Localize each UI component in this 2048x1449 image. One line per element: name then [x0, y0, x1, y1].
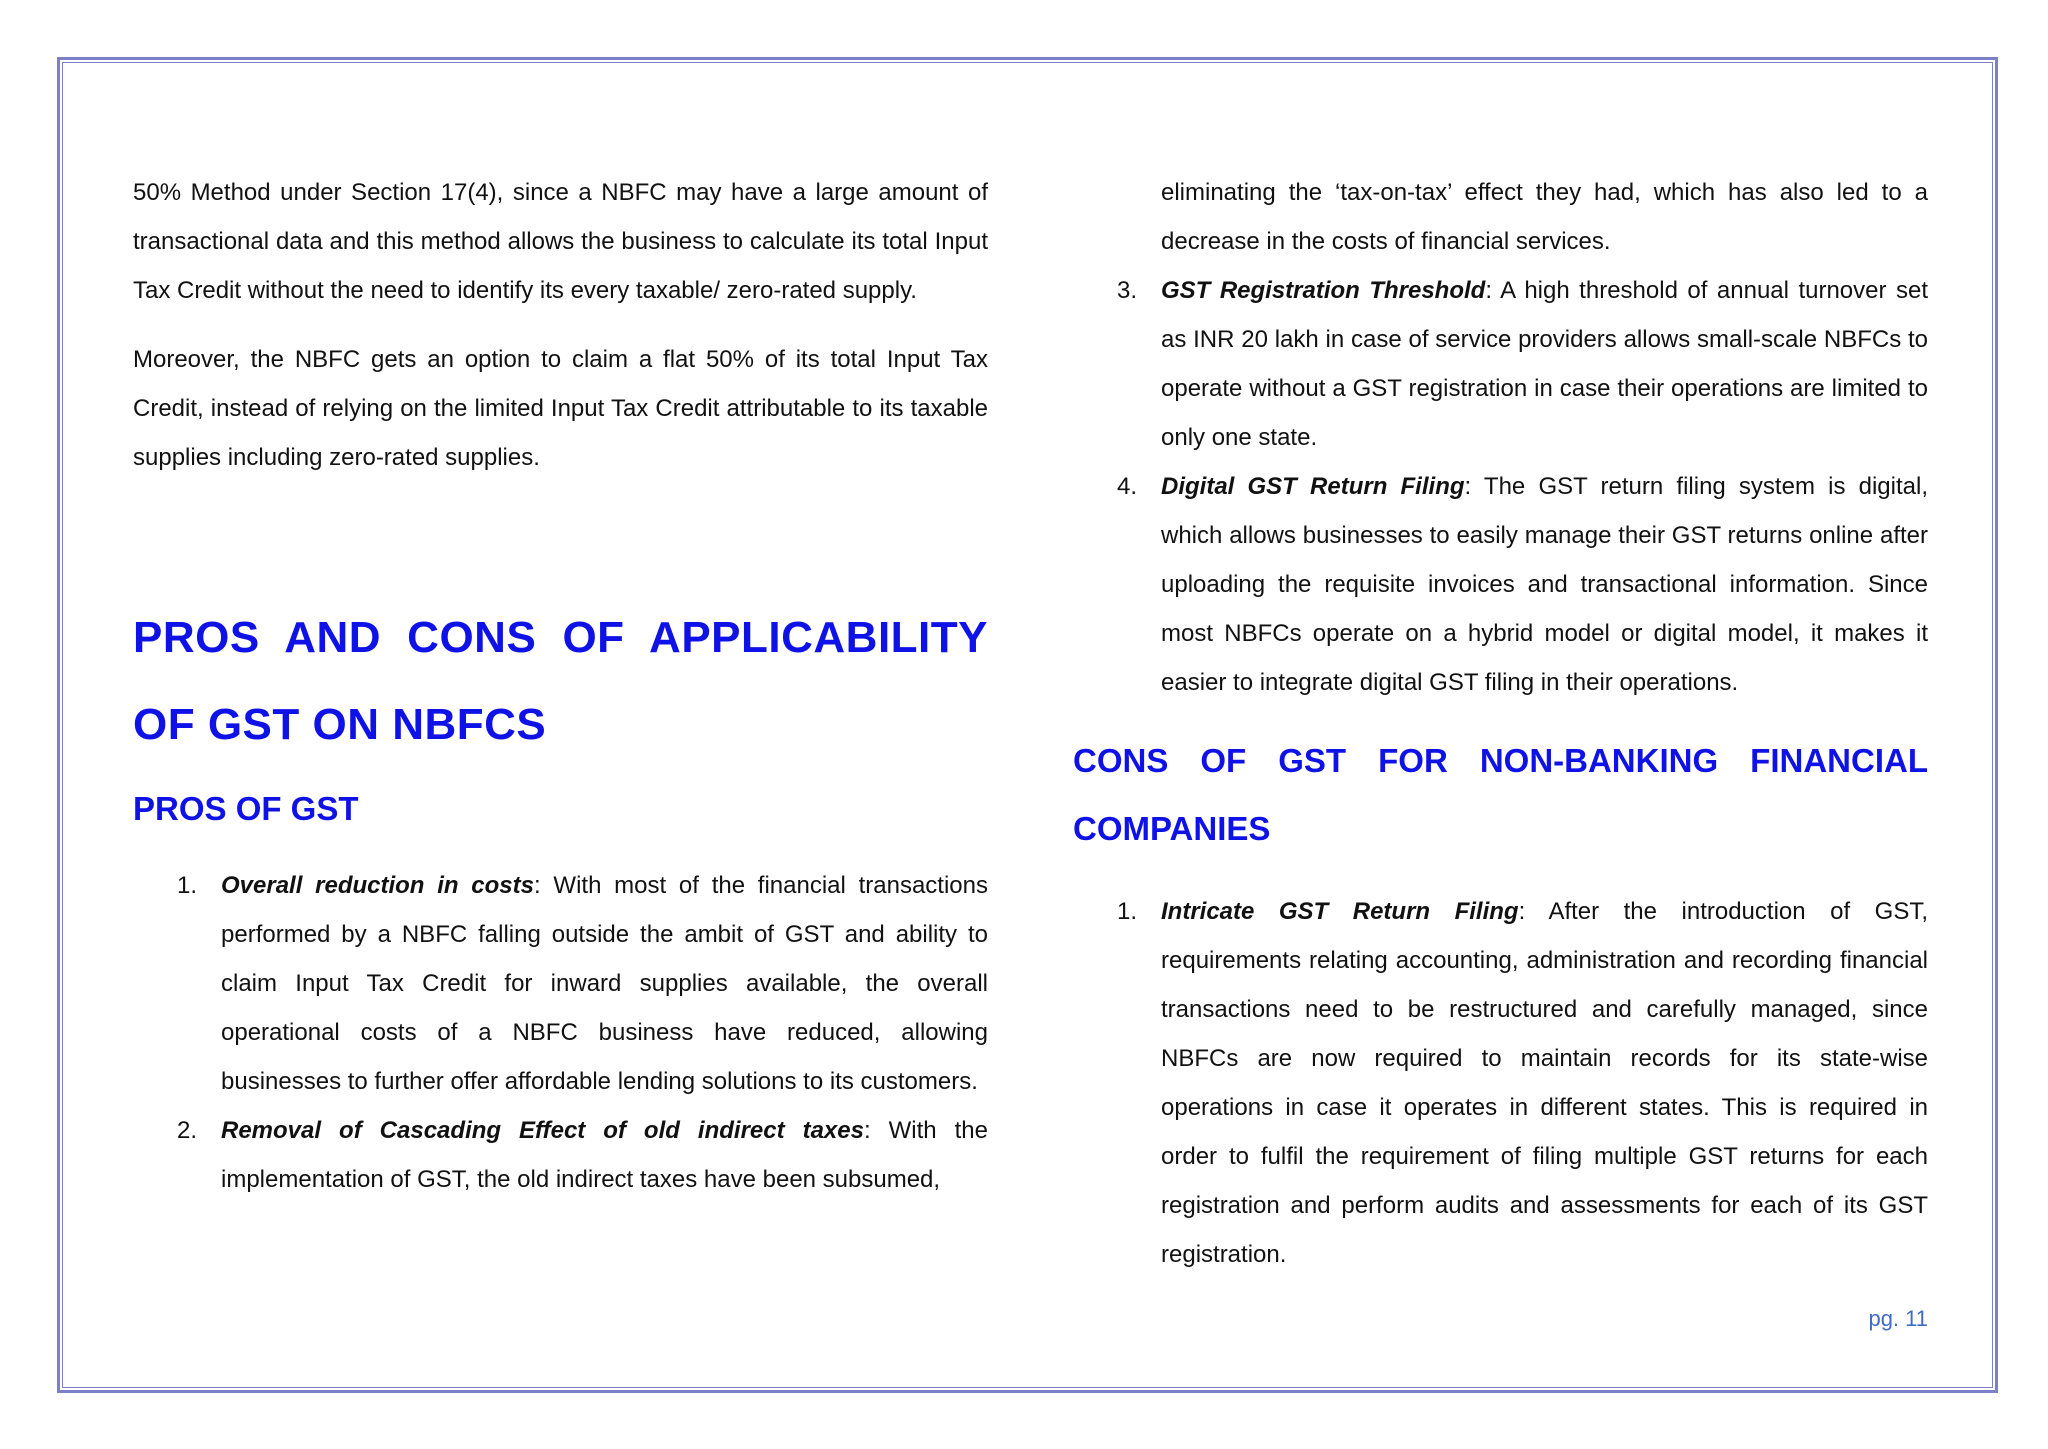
- list-item: [133, 1106, 988, 1204]
- right-column: [1073, 168, 1928, 1279]
- list-item: [1073, 887, 1928, 1279]
- list-continuation: eliminating the ‘tax-on-tax’ effect they had, which has also led to a decrease in the costs of financial services.: [1161, 179, 1928, 255]
- list-item: [133, 861, 988, 1106]
- list-item-text: : After the introduction of GST, requirements relating accounting, administration and recording financial transactions need to be restructured and carefully managed, since NBFCs are now required to maintain records for its state-wise operations in case it operates in different states. This is required in order to fulfil the requirement of filing multiple GST returns for each registration and perform audits and assessments for each of its GST registration.: [1161, 898, 1928, 1268]
- list-item-title: Intricate GST Return Filing: [1161, 898, 1519, 925]
- list-item-text: : With the implementation of GST, the old indirect taxes have been subsumed,: [221, 1117, 988, 1193]
- list-item: [1073, 266, 1928, 462]
- page-number: pg. 11: [1868, 1306, 1928, 1331]
- cons-list: [1073, 887, 1928, 1279]
- intro-paragraph: 50% Method under Section 17(4), since a NBFC may have a large amount of transactional data and this method allows the business to calculate its total Input Tax Credit without the need to identify its every taxable/ zero-rated supply.: [133, 179, 988, 304]
- list-item-title: Digital GST Return Filing: [1161, 473, 1465, 500]
- option-paragraph: Moreover, the NBFC gets an option to claim a flat 50% of its total Input Tax Credit, instead of relying on the limited Input Tax Credit attributable to its taxable supplies including zero-rated supplies.: [133, 346, 988, 471]
- list-number: 1.: [177, 872, 198, 899]
- left-column: [133, 168, 988, 1204]
- cons-heading: CONS OF GST FOR NON-BANKING FINANCIAL COMPANIES: [1073, 742, 1928, 847]
- list-item-title: GST Registration Threshold: [1161, 277, 1486, 304]
- list-item-text: : A high threshold of annual turnover set as INR 20 lakh in case of service providers allows small-scale NBFCs to operate without a GST registration in case their operations are limited to only one state.: [1161, 277, 1928, 451]
- pros-list: [133, 861, 988, 1204]
- list-item-text: : With most of the financial transactions performed by a NBFC falling outside the ambit of GST and ability to claim Input Tax Credit for inward supplies available, the overall operational costs of a NBFC business have reduced, allowing businesses to further offer affordable lending solutions to its customers.: [221, 872, 989, 1095]
- main-heading: PROS AND CONS OF APPLICABILITY OF GST ON NBFCS: [133, 613, 988, 749]
- list-number: 3.: [1117, 277, 1138, 304]
- list-item-text: : The GST return filing system is digital, which allows businesses to easily manage their GST returns online after uploading the requisite invoices and transactional information. Since most NBFCs operate on a hybrid model or digital model, it makes it easier to integrate digital GST filing in their operations.: [1161, 473, 1928, 696]
- list-number: 2.: [177, 1117, 198, 1144]
- list-item: [1073, 462, 1928, 707]
- pros-heading: PROS OF GST: [133, 790, 359, 827]
- pros-list-continued: [1073, 266, 1928, 707]
- list-item-title: Overall reduction in costs: [221, 872, 534, 899]
- list-number: 4.: [1117, 473, 1138, 500]
- list-item-title: Removal of Cascading Effect of old indirect taxes: [221, 1117, 864, 1144]
- list-number: 1.: [1117, 898, 1138, 925]
